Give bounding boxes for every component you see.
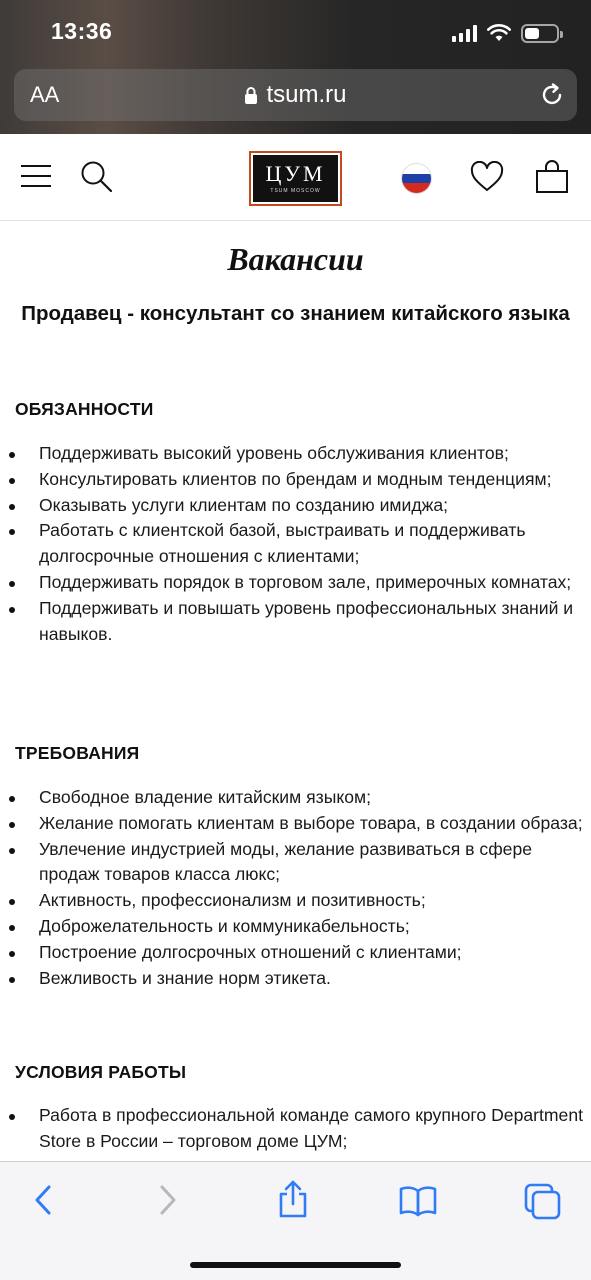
search-icon (80, 160, 114, 194)
list-item: Построение долгосрочных отношений с клиентами; (0, 940, 591, 966)
tabs-icon (524, 1183, 562, 1221)
language-flag-ru[interactable] (402, 164, 431, 193)
share-icon (277, 1179, 309, 1219)
home-indicator (190, 1262, 401, 1268)
section-heading-requirements: ТРЕБОВАНИЯ (15, 743, 140, 763)
list-item: Работа в профессиональной команде самого крупного Department Store в России – торговом доме ЦУМ; (0, 1103, 591, 1155)
menu-button[interactable] (21, 164, 51, 193)
list-item: Желание помогать клиентам в выборе товара, в создании образа; (0, 811, 591, 837)
list-item: Поддерживать порядок в торговом зале, примерочных комнатах; (0, 570, 591, 596)
list-item: Свободное владение китайским языком; (0, 785, 591, 811)
list-item: Доброжелательность и коммуникабельность; (0, 914, 591, 940)
tsum-logo[interactable] (249, 151, 342, 206)
battery-icon (521, 24, 559, 43)
list-item: Оказывать услуги клиентам по созданию имиджа; (0, 493, 591, 519)
bookmarks-button[interactable] (399, 1185, 437, 1222)
hamburger-menu-icon (21, 164, 51, 188)
duties-list (0, 441, 591, 647)
back-button[interactable] (30, 1183, 58, 1222)
search-button[interactable] (80, 160, 114, 199)
wishlist-button[interactable] (470, 161, 504, 198)
list-item: Увлечение индустрией моды, желание развиваться в сфере продаж товаров класса люкс; (0, 837, 591, 889)
chevron-left-icon (30, 1183, 58, 1217)
logo-text: ЦУМ (265, 161, 326, 186)
aa-label: AA (30, 82, 60, 107)
list-item: Поддерживать высокий уровень обслуживания клиентов; (0, 441, 591, 467)
logo-plate (253, 155, 338, 202)
reload-button[interactable] (539, 82, 565, 113)
flag-band-red (402, 183, 431, 193)
logo-subtext: TSUM MOSCOW (270, 188, 321, 194)
heart-icon (470, 161, 504, 193)
list-item: Активность, профессионализм и позитивность; (0, 888, 591, 914)
wifi-icon (487, 24, 511, 42)
tabs-button[interactable] (524, 1183, 562, 1226)
cellular-signal-icon (452, 24, 477, 42)
list-item: Работать с клиентской базой, выстраивать и поддерживать долгосрочные отношения с клиентами; (0, 518, 591, 570)
url-text: tsum.ru (266, 81, 347, 108)
reader-settings-button[interactable] (30, 82, 59, 108)
share-button[interactable] (277, 1179, 309, 1224)
battery-level (525, 28, 539, 39)
browser-chrome-top (0, 0, 591, 134)
address-bar[interactable] (14, 69, 577, 121)
list-item: Консультировать клиентов по брендам и модным тенденциям; (0, 467, 591, 493)
lock-icon (244, 86, 258, 105)
requirements-list (0, 785, 591, 991)
job-title: Продавец - консультант со знанием китайского языка (21, 302, 570, 325)
section-heading-conditions: УСЛОВИЯ РАБОТЫ (15, 1062, 187, 1082)
site-header (0, 134, 591, 221)
browser-toolbar (0, 1161, 591, 1280)
reload-icon (539, 82, 565, 108)
list-item: Вежливость и знание норм этикета. (0, 966, 591, 992)
cart-button[interactable] (535, 160, 569, 199)
url-display[interactable] (244, 81, 346, 109)
list-item: Поддерживать и повышать уровень профессиональных знаний и навыков. (0, 596, 591, 648)
status-time: 13:36 (51, 18, 113, 44)
book-icon (399, 1185, 437, 1217)
forward-button[interactable] (153, 1183, 181, 1222)
conditions-list (0, 1103, 591, 1155)
chevron-right-icon (153, 1183, 181, 1217)
status-icons (452, 20, 559, 46)
page-title: Вакансии (227, 241, 364, 277)
section-heading-duties: ОБЯЗАННОСТИ (15, 399, 154, 419)
flag-band-white (402, 164, 431, 174)
flag-band-blue (402, 174, 431, 184)
shopping-bag-icon (535, 160, 569, 194)
